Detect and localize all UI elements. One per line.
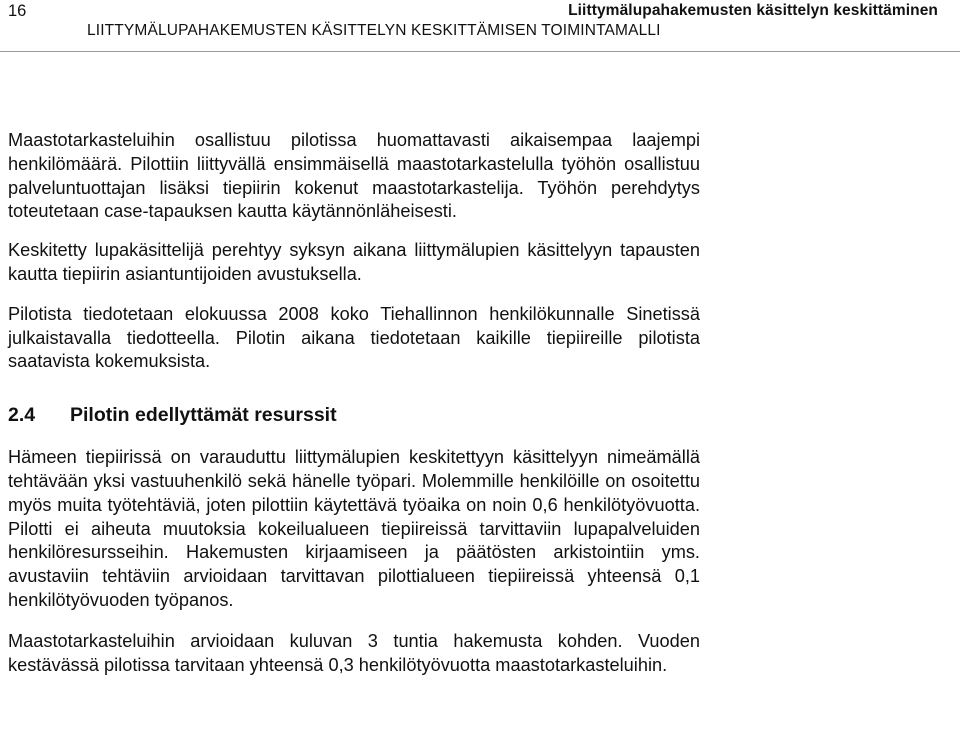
paragraph-maastotarkastelu: Maastotarkasteluihin osallistuu pilotissa huomattavasti aikaisempaa laajempi henkilömäärä. Pilottiin liittyvällä ensimmäisellä maastotarkastelulla työhön osallistuu palveluntuottajan lisäksi tiepiirin kokenut maastotarkastelija. Työhön perehdytys toteutetaan case-tapauksen kautta käytännönläheisesti. bbox=[8, 130, 700, 222]
paragraph-maastotarkastelu-arvio: Maastotarkasteluihin arvioidaan kuluvan 3 tuntia hakemusta kohden. Vuoden kestävässä pilotissa tarvitaan yhteensä 0,3 henkilötyövuotta maastotarkasteluihin. bbox=[8, 630, 700, 675]
header-title: Liittymälupahakemusten käsittelyn keskittäminen bbox=[568, 2, 938, 19]
section-title: Pilotin edellyttämät resurssit bbox=[70, 404, 337, 427]
page-number: 16 bbox=[8, 2, 27, 20]
paragraph-lupakasittelija: Keskitetty lupakäsittelijä perehtyy syksyn aikana liittymälupien käsittelyyn tapausten kautta tiepiirin asiantuntijoiden avustuksella. bbox=[8, 240, 700, 284]
page-header bbox=[0, 0, 960, 52]
header-divider bbox=[0, 51, 960, 52]
section-heading bbox=[8, 403, 700, 427]
paragraph-tiedotus: Pilotista tiedotetaan elokuussa 2008 koko Tiehallinnon henkilökunnalle Sinetissä julkaistavalla tiedotteella. Pilotin aikana tiedotetaan kaikille tiepiireille pilotista saatavista kokemuksista. bbox=[8, 303, 700, 372]
section-number: 2.4 bbox=[8, 404, 36, 427]
document-body bbox=[8, 129, 700, 677]
header-subtitle: LIITTYMÄLUPAHAKEMUSTEN KÄSITTELYN KESKITTÄMISEN TOIMINTAMALLI bbox=[87, 22, 661, 39]
paragraph-resurssit: Hämeen tiepiirissä on varauduttu liittymälupien keskitettyyn käsittelyyn nimeämällä tehtävään yksi vastuuhenkilö sekä hänelle työpari. Molemmille henkilöille on osoitettu myös muita työtehtäviä, joten pilottiin käytettävä työaika on noin 0,6 henkilötyövuotta. Pilotti ei aiheuta muutoksia kokeilualueen tiepiireissä tarvittaviin lupapalveluiden henkilöresursseihin. Hakemusten kirjaamiseen ja päätösten arkistointiin yms. avustaviin tehtäviin arvioidaan tarvittavan pilottialueen tiepiireissä yhteensä 0,1 henkilötyövuoden työpanos. bbox=[8, 447, 700, 610]
